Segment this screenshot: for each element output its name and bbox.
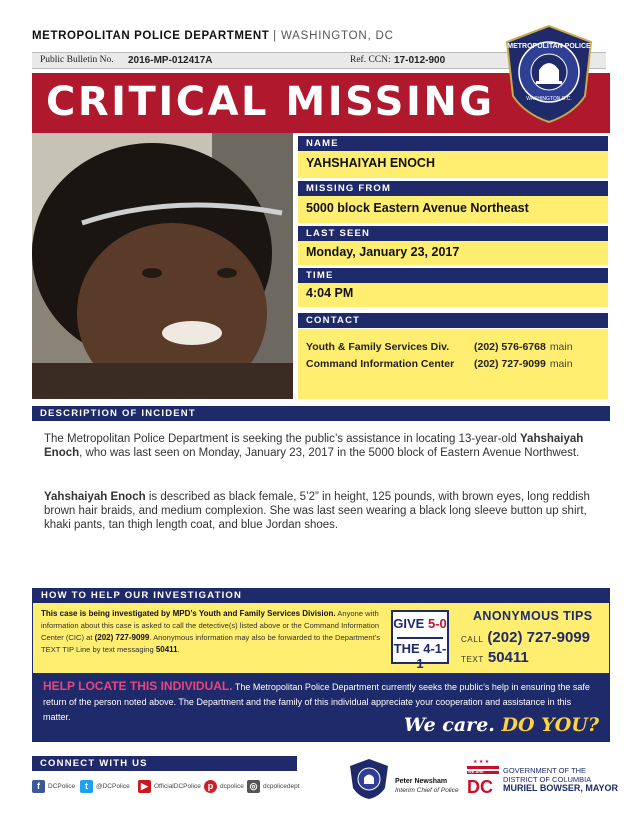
police-badge-icon — [503, 24, 595, 124]
badge-text: METROPOLITAN POLICE — [507, 43, 591, 50]
cic-phone[interactable]: (202) 727-9099 — [94, 633, 150, 642]
description-text: , who was last seen on Monday, January 23, 2017 in the 5000 block of Eastern Avenue Northwest. — [79, 447, 580, 459]
gov-line-1: GOVERNMENT OF THE — [503, 766, 587, 775]
contact-phone[interactable]: (202) 576-6768 — [474, 341, 546, 353]
gov-line-2: DISTRICT OF COLUMBIA — [503, 775, 592, 784]
help-instructions — [41, 608, 385, 656]
social-handle: dcpolicedept — [263, 782, 300, 790]
logo-divider — [397, 637, 443, 639]
description-label: DESCRIPTION OF INCIDENT — [32, 406, 610, 421]
do-you-text: DO YOU? — [501, 714, 599, 736]
contact-type: main — [549, 341, 573, 353]
help-section — [32, 588, 610, 742]
give-text: GIVE — [393, 616, 425, 631]
social-instagram[interactable] — [247, 779, 300, 793]
ccn-label: Ref. CCN: — [350, 55, 391, 65]
contact-row — [306, 358, 573, 370]
contact-org: Command Information Center — [306, 358, 455, 370]
contact-phone[interactable]: (202) 727-9099 — [474, 358, 546, 370]
anonymous-tips-title: ANONYMOUS TIPS — [473, 609, 593, 623]
description-paragraph-1 — [44, 432, 606, 460]
person-name: Yahshaiyah Enoch — [44, 433, 584, 459]
badge-subtext: WASHINGTON D.C. — [526, 96, 572, 102]
the-411-text: THE 4-1-1 — [393, 641, 447, 671]
chief-of-police — [395, 777, 459, 795]
instagram-icon: ◎ — [247, 780, 260, 793]
contact-type: main — [549, 358, 573, 370]
social-youtube[interactable] — [138, 779, 201, 793]
contact-box — [298, 329, 608, 399]
dc-tag: WE ARE — [468, 769, 484, 774]
anonymous-call — [461, 629, 590, 646]
text-number[interactable]: 50411 — [487, 649, 529, 666]
contact-label: CONTACT — [298, 313, 608, 328]
help-locate-title: HELP LOCATE THIS INDIVIDUAL. — [43, 679, 233, 693]
help-locate-panel — [33, 673, 609, 742]
contact-row — [306, 341, 573, 353]
police-badge-small-icon — [348, 758, 390, 800]
missing-from-label: MISSING FROM — [298, 181, 608, 196]
social-handle: OfficialDCPolice — [154, 782, 201, 790]
contact-org: Youth & Family Services Div. — [306, 341, 450, 353]
person-name: Yahshaiyah Enoch — [44, 491, 146, 503]
dc-government — [503, 766, 618, 793]
social-handle: dcpolice — [220, 782, 244, 790]
social-twitter[interactable] — [80, 779, 130, 793]
description-paragraph-2 — [44, 490, 606, 532]
we-care-slogan — [404, 714, 599, 736]
social-facebook[interactable] — [32, 779, 75, 793]
anonymous-text — [461, 649, 529, 666]
bulletin-label: Public Bulletin No. — [40, 55, 114, 65]
description-text: is described as black female, 5’2” in height, 125 pounds, with brown eyes, long reddish brown hair braids, and medium complexion. She was last seen wearing a black long sleeve button up shirt, khaki pants, tan thigh length coat, and blue Jordan shoes. — [44, 491, 590, 531]
department-location: | WASHINGTON, DC — [273, 30, 394, 42]
pinterest-icon: p — [204, 780, 217, 793]
name-value: YAHSHAIYAH ENOCH — [298, 151, 608, 178]
last-seen-label: LAST SEEN — [298, 226, 608, 241]
twitter-icon: t — [80, 780, 93, 793]
mayor-name: MURIEL BOWSER, MAYOR — [503, 783, 619, 793]
help-text: . Anonymous information may also be forwarded to the Department’s TEXT TIP Line by text messaging — [41, 633, 381, 654]
we-care-text: We care. — [403, 714, 495, 736]
last-seen-value: Monday, January 23, 2017 — [298, 241, 608, 265]
name-label: NAME — [298, 136, 608, 151]
social-links — [32, 779, 312, 795]
time-label: TIME — [298, 268, 608, 283]
connect-label: CONNECT WITH US — [32, 756, 297, 771]
ccn-number: 17-012-900 — [394, 55, 446, 66]
text-label: TEXT — [461, 655, 484, 664]
bulletin-number: 2016-MP-012417A — [128, 55, 213, 66]
banner-title: CRITICAL MISSING — [46, 79, 495, 125]
social-handle: @DCPolice — [96, 782, 130, 790]
give-number: 5-0 — [427, 616, 447, 631]
chief-title: Interim Chief of Police — [395, 787, 459, 794]
department-name — [32, 30, 394, 42]
help-text: Anyone with information about this case is asked to call the detective(s) listed above or the Command Information Center (CIC) at — [41, 609, 380, 642]
youtube-icon: ▶ — [138, 780, 151, 793]
chief-name: Peter Newsham — [395, 778, 448, 785]
help-intro: This case is being investigated by MPD’s Youth and Family Services Division. — [41, 609, 336, 618]
social-pinterest[interactable] — [204, 779, 244, 793]
social-handle: DCPolice — [48, 782, 76, 790]
missing-from-value: 5000 block Eastern Avenue Northeast — [298, 196, 608, 223]
help-label: HOW TO HELP OUR INVESTIGATION — [33, 589, 609, 603]
department-title: METROPOLITAN POLICE DEPARTMENT — [32, 30, 270, 42]
dc-letters: DC — [467, 777, 493, 796]
help-text: . — [177, 645, 180, 654]
call-number[interactable]: (202) 727-9099 — [487, 629, 590, 646]
description-text: The Metropolitan Police Department is seeking the public’s assistance in locating 13-year-old — [44, 433, 521, 445]
dc-flag-logo-icon — [465, 756, 501, 796]
missing-person-photo — [32, 133, 293, 399]
facebook-icon: f — [32, 780, 45, 793]
svg-text:★ ★ ★: ★ ★ ★ — [473, 759, 490, 765]
help-locate-body: The Metropolitan Police Department currently seeks the public’s help in ensuring the safe return of the person noted above. The Department and the family of this individual appreciate your cooperation and assistance in this matter. — [43, 682, 590, 722]
give-50-logo — [391, 610, 449, 671]
time-value: 4:04 PM — [298, 283, 608, 307]
call-label: CALL — [461, 635, 484, 644]
text-code: 50411 — [155, 645, 178, 654]
